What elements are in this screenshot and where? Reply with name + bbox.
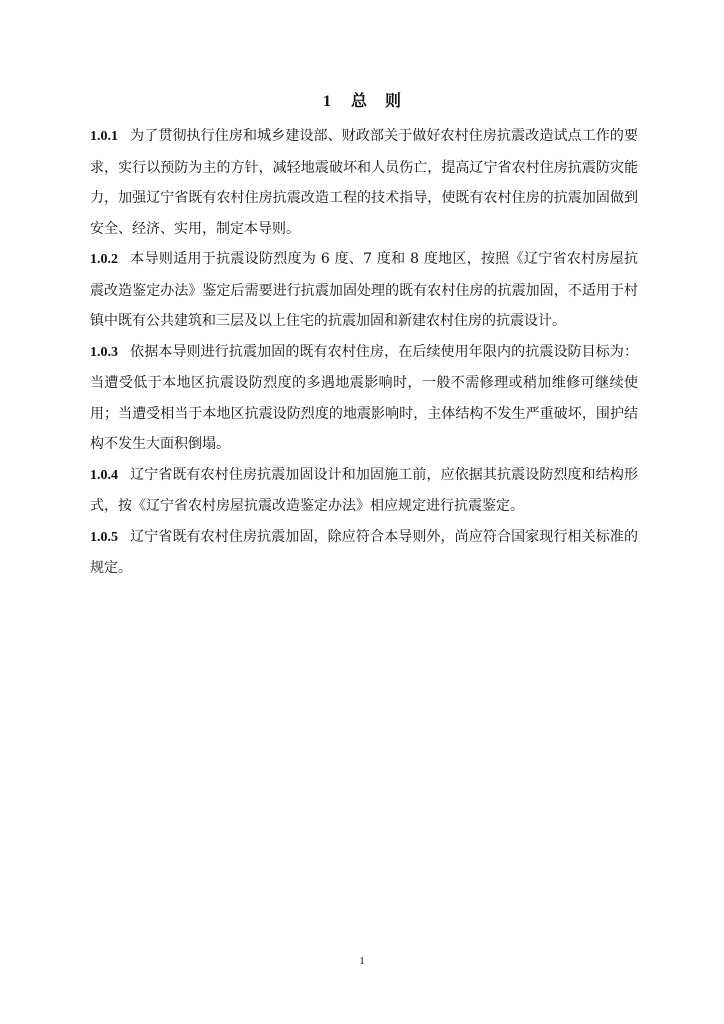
page-number: 1 xyxy=(359,955,365,967)
clause-1-0-2 xyxy=(90,244,638,337)
clause-1-0-4 xyxy=(90,460,638,522)
chapter-title xyxy=(0,88,724,111)
chapter-title-part2: 则 xyxy=(385,93,402,110)
clause-number: 1.0.4 xyxy=(90,467,118,483)
clause-text: 本导则适用于抗震设防烈度为 6 度、7 度和 8 度地区，按照《辽宁省农村房屋抗震改造鉴定办法》鉴定后需要进行抗震加固处理的既有农村住房的抗震加固，不适用于村镇中既有公共建筑和三层及以上住宅的抗震加固和新建农村住房的抗震设计。 xyxy=(90,251,638,329)
clause-text: 辽宁省既有农村住房抗震加固，除应符合本导则外，尚应符合国家现行相关标准的规定。 xyxy=(90,528,638,576)
chapter-number: 1 xyxy=(322,93,331,110)
clause-number: 1.0.2 xyxy=(90,252,118,267)
clause-number: 1.0.3 xyxy=(90,344,118,360)
clause-text: 为了贯彻执行住房和城乡建设部、财政部关于做好农村住房抗震改造试点工作的要求，实行以预防为主的方针，减轻地震破坏和人员伤亡，提高辽宁省农村住房抗震防灾能力，加强辽宁省既有农村住房抗震改造工程的技术指导，使既有农村住房的抗震加固做到安全、经济、实用，制定本导则。 xyxy=(90,128,638,237)
clause-number: 1.0.1 xyxy=(90,129,118,144)
clause-text: 依据本导则进行抗震加固的既有农村住房，在后续使用年限内的抗震设防目标为：当遭受低于本地区抗震设防烈度的多遇地震影响时，一般不需修理或稍加维修可继续使用；当遭受相当于本地区抗震设防烈度的地震影响时，主体结构不发生严重破坏，围护结构不发生大面积倒塌。 xyxy=(90,343,638,452)
clause-1-0-3 xyxy=(90,337,638,460)
clause-1-0-1 xyxy=(90,121,638,244)
clause-number: 1.0.5 xyxy=(90,529,118,545)
clause-text: 辽宁省既有农村住房抗震加固设计和加固施工前，应依据其抗震设防烈度和结构形式，按《辽宁省农村房屋抗震改造鉴定办法》相应规定进行抗震鉴定。 xyxy=(90,466,638,514)
chapter-title-part1: 总 xyxy=(350,93,367,110)
document-body xyxy=(90,121,638,584)
clause-1-0-5 xyxy=(90,522,638,584)
